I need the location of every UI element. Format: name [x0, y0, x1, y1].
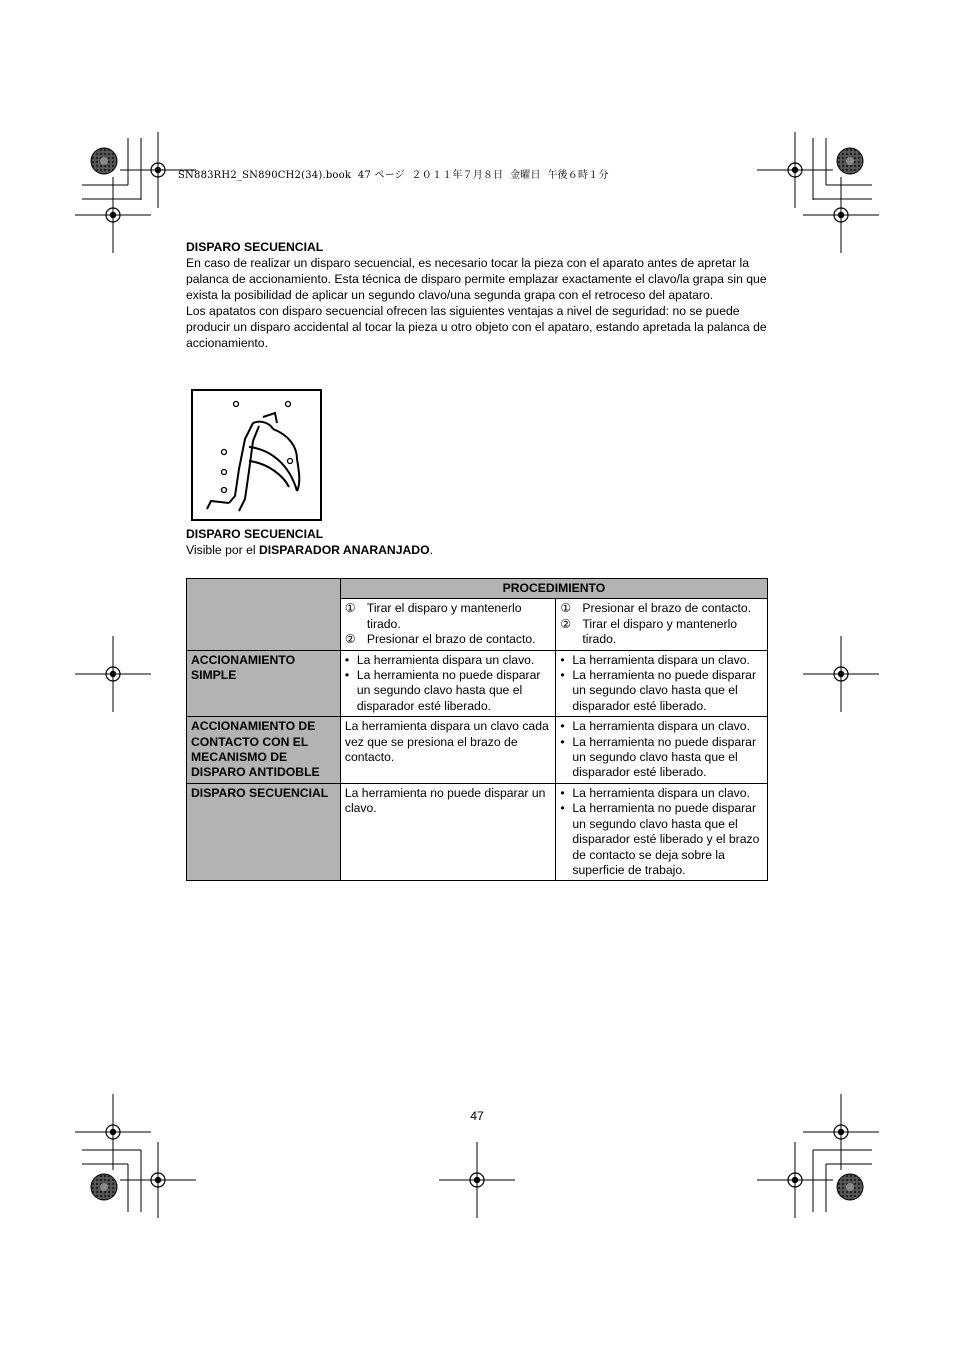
table-row	[187, 650, 768, 717]
table-header-cell: PROCEDIMIENTO	[340, 579, 767, 599]
caption-text	[186, 542, 768, 558]
registration-target-icon	[757, 1142, 833, 1218]
registration-target-icon	[803, 177, 879, 253]
step-text: Tirar el disparo y mantenerlo tirado.	[366, 601, 522, 631]
procedure-step	[560, 617, 763, 648]
bullet-item	[560, 735, 763, 781]
registration-target-icon	[75, 177, 151, 253]
result-cell	[556, 650, 768, 717]
procedure-cell	[340, 599, 556, 650]
table-row	[187, 717, 768, 784]
bullet-icon: •	[560, 719, 565, 734]
intro-paragraph: Los apatatos con disparo secuencial ofrecen las siguientes ventajas a nivel de seguridad: no se puede producir un disparo accidental al tocar la pieza u otro objeto con el apataro, estando apretada la palanca de accionamiento.	[186, 304, 767, 350]
procedure-step	[560, 601, 763, 616]
bullet-text: La herramienta dispara un clavo.	[572, 785, 750, 800]
bullet-icon: •	[344, 668, 350, 683]
step-text: Presionar el brazo de contacto.	[366, 632, 536, 647]
registration-burst-icon	[91, 1174, 117, 1200]
step-number: ②	[344, 632, 356, 647]
registration-burst-icon	[837, 1174, 863, 1200]
caption-highlight: DISPARADOR ANARANJADO	[258, 543, 430, 557]
bullet-text: La herramienta dispara un clavo.	[572, 652, 750, 667]
registration-target-icon	[439, 1142, 515, 1218]
bullet-icon: •	[560, 801, 565, 816]
trigger-illustration-icon	[191, 389, 322, 521]
step-number: ①	[560, 601, 572, 616]
bullet-icon: •	[344, 652, 350, 667]
bullet-item	[560, 719, 763, 734]
result-cell	[340, 650, 556, 717]
step-number: ②	[560, 616, 572, 631]
registration-target-icon	[803, 636, 879, 712]
caption-prefix: Visible por el	[186, 543, 259, 557]
row-label: DISPARO SECUENCIAL	[187, 783, 341, 880]
row-label: ACCIONAMIENTO DE CONTACTO CON EL MECANISMO DE DISPARO ANTIDOBLE	[187, 717, 341, 784]
intro-section	[186, 239, 768, 351]
procedure-step	[345, 601, 552, 632]
bullet-icon: •	[560, 668, 565, 683]
caption-title: DISPARO SECUENCIAL	[186, 527, 324, 541]
bullet-icon: •	[560, 652, 565, 667]
bullet-text: La herramienta no puede disparar un segundo clavo hasta que el disparador esté liberado y el brazo de contacto se deja sobre la superficie de trabajo.	[572, 801, 760, 877]
table-corner-cell	[187, 579, 341, 651]
registration-target-icon	[75, 636, 151, 712]
bullet-item	[345, 653, 552, 668]
procedure-table	[186, 578, 768, 881]
section-title: DISPARO SECUENCIAL	[186, 240, 324, 254]
result-cell: La herramienta dispara un clavo cada vez que se presiona el brazo de contacto.	[340, 717, 556, 784]
registration-target-icon	[803, 1094, 879, 1170]
registration-target-icon	[757, 132, 833, 208]
bullet-item	[560, 668, 763, 714]
result-cell: La herramienta no puede disparar un clavo.	[340, 783, 556, 880]
result-cell	[556, 717, 768, 784]
bullet-icon: •	[560, 785, 565, 800]
bullet-item	[345, 668, 552, 714]
bullet-icon: •	[560, 734, 565, 749]
book-header-line: SN883RH2_SN890CH2(34).book 47 ページ ２０１１年７月８日 金曜日 午後６時１分	[178, 170, 609, 181]
registration-burst-icon	[837, 148, 863, 174]
registration-burst-icon	[91, 148, 117, 174]
caption-suffix: .	[429, 543, 433, 557]
bullet-text: La herramienta no puede disparar un segundo clavo hasta que el disparador esté liberado.	[572, 668, 757, 713]
bullet-text: La herramienta dispara un clavo.	[356, 652, 535, 667]
bullet-item	[560, 801, 763, 878]
intro-paragraph: En caso de realizar un disparo secuencial, es necesario tocar la pieza con el aparato antes de apretar la palanca de accionamiento. Esta técnica de disparo permite emplazar exactamente el clavo/la grapa sin que exista la posibilidad de aplicar un segundo clavo/una segunda grapa con el retroceso del apataro.	[186, 256, 767, 302]
figure-caption	[186, 526, 768, 558]
bullet-text: La herramienta no puede disparar un segundo clavo hasta que el disparador esté liberado.	[356, 668, 541, 713]
table-row	[187, 783, 768, 880]
step-number: ①	[344, 601, 356, 616]
bullet-text: La herramienta dispara un clavo.	[572, 719, 750, 734]
registration-target-icon	[75, 1094, 151, 1170]
registration-target-icon	[120, 1142, 196, 1218]
result-cell	[556, 783, 768, 880]
row-label: ACCIONAMIENTO SIMPLE	[187, 650, 341, 717]
bullet-item	[560, 786, 763, 801]
table-header-row	[187, 579, 768, 599]
page-number: 47	[470, 1109, 484, 1123]
step-text: Presionar el brazo de contacto.	[582, 601, 752, 616]
procedure-step	[345, 632, 552, 647]
procedure-cell	[556, 599, 768, 650]
bullet-item	[560, 653, 763, 668]
step-text: Tirar el disparo y mantenerlo tirado.	[582, 616, 738, 647]
bullet-text: La herramienta no puede disparar un segundo clavo hasta que el disparador esté liberado.	[572, 734, 757, 780]
